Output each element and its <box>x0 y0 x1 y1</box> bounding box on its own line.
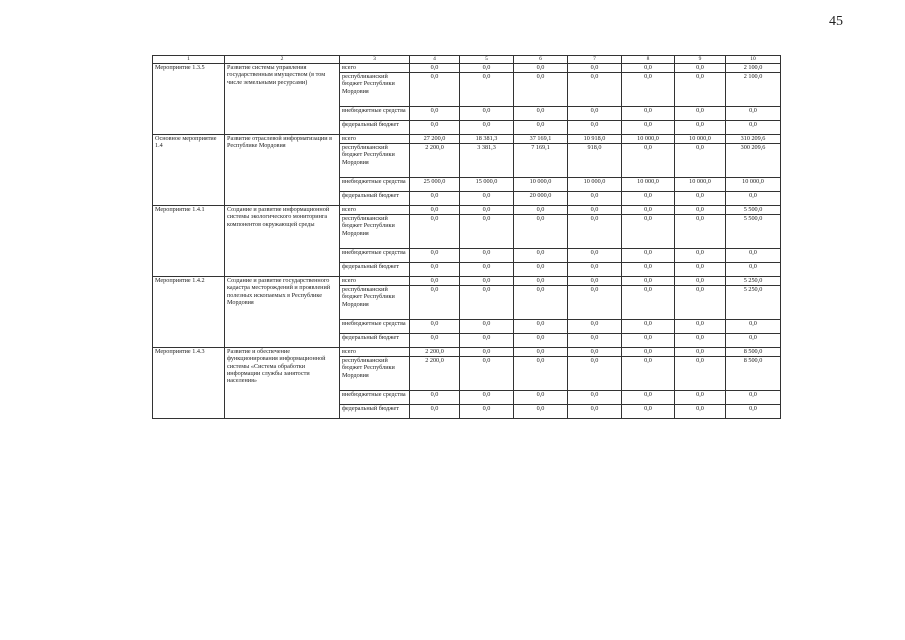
amount-cell: 0,0 <box>410 334 460 348</box>
funding-source: всего <box>340 277 410 286</box>
amount-cell: 7 169,1 <box>514 144 568 178</box>
amount-cell: 0,0 <box>622 144 675 178</box>
amount-cell: 0,0 <box>514 286 568 320</box>
amount-cell: 2 200,0 <box>410 348 460 357</box>
amount-cell: 0,0 <box>514 320 568 334</box>
amount-cell: 25 000,0 <box>410 178 460 192</box>
amount-cell: 0,0 <box>460 286 514 320</box>
amount-cell: 0,0 <box>514 263 568 277</box>
event-code: Мероприятие 1.3.5 <box>153 64 225 135</box>
amount-cell: 5 250,0 <box>726 277 781 286</box>
funding-source: республиканский бюджет Республики Мордовия <box>340 144 410 178</box>
amount-cell: 0,0 <box>568 357 622 391</box>
event-code: Мероприятие 1.4.2 <box>153 277 225 348</box>
amount-cell: 0,0 <box>675 263 726 277</box>
table-body <box>153 64 781 419</box>
amount-cell: 0,0 <box>568 249 622 263</box>
amount-cell: 0,0 <box>514 64 568 73</box>
amount-cell: 0,0 <box>622 206 675 215</box>
amount-cell: 20 000,0 <box>514 192 568 206</box>
amount-cell: 10 000,0 <box>622 135 675 144</box>
amount-cell: 15 000,0 <box>460 178 514 192</box>
amount-cell: 0,0 <box>410 192 460 206</box>
amount-cell: 0,0 <box>622 107 675 121</box>
header-cell: 4 <box>410 56 460 64</box>
amount-cell: 0,0 <box>460 64 514 73</box>
header-row <box>153 56 781 64</box>
amount-cell: 0,0 <box>514 249 568 263</box>
amount-cell: 0,0 <box>675 144 726 178</box>
amount-cell: 0,0 <box>568 107 622 121</box>
amount-cell: 0,0 <box>568 121 622 135</box>
amount-cell: 2 100,0 <box>726 73 781 107</box>
amount-cell: 10 918,0 <box>568 135 622 144</box>
amount-cell: 5 500,0 <box>726 206 781 215</box>
amount-cell: 0,0 <box>568 348 622 357</box>
amount-cell: 0,0 <box>460 192 514 206</box>
amount-cell: 2 200,0 <box>410 357 460 391</box>
amount-cell: 0,0 <box>460 206 514 215</box>
header-cell: 7 <box>568 56 622 64</box>
amount-cell: 0,0 <box>675 391 726 405</box>
amount-cell: 0,0 <box>460 357 514 391</box>
amount-cell: 310 209,6 <box>726 135 781 144</box>
amount-cell: 0,0 <box>514 277 568 286</box>
amount-cell: 0,0 <box>675 405 726 419</box>
amount-cell: 0,0 <box>460 320 514 334</box>
amount-cell: 0,0 <box>460 334 514 348</box>
amount-cell: 0,0 <box>622 249 675 263</box>
event-name: Развитие и обеспечение функционирования информационной системы «Система обработки информации службы занятости населения» <box>225 348 340 419</box>
amount-cell: 0,0 <box>726 391 781 405</box>
amount-cell: 0,0 <box>460 348 514 357</box>
amount-cell: 0,0 <box>622 73 675 107</box>
amount-cell: 0,0 <box>675 64 726 73</box>
funding-source: федеральный бюджет <box>340 121 410 135</box>
event-code: Мероприятие 1.4.1 <box>153 206 225 277</box>
amount-cell: 0,0 <box>410 215 460 249</box>
amount-cell: 0,0 <box>514 121 568 135</box>
amount-cell: 0,0 <box>675 206 726 215</box>
amount-cell: 0,0 <box>675 286 726 320</box>
amount-cell: 10 000,0 <box>568 178 622 192</box>
amount-cell: 0,0 <box>675 107 726 121</box>
table-row <box>153 206 781 215</box>
header-cell: 9 <box>675 56 726 64</box>
funding-source: внебюджетные средства <box>340 249 410 263</box>
amount-cell: 8 500,0 <box>726 348 781 357</box>
amount-cell: 2 100,0 <box>726 64 781 73</box>
amount-cell: 0,0 <box>514 348 568 357</box>
amount-cell: 0,0 <box>622 64 675 73</box>
amount-cell: 10 000,0 <box>675 135 726 144</box>
amount-cell: 0,0 <box>726 320 781 334</box>
funding-source: внебюджетные средства <box>340 178 410 192</box>
table-row <box>153 135 781 144</box>
amount-cell: 10 000,0 <box>514 178 568 192</box>
amount-cell: 0,0 <box>568 206 622 215</box>
header-cell: 6 <box>514 56 568 64</box>
funding-source: внебюджетные средства <box>340 391 410 405</box>
amount-cell: 0,0 <box>675 249 726 263</box>
amount-cell: 0,0 <box>622 320 675 334</box>
event-name: Развитие системы управления государственным имуществом (в том числе земельными ресурсами) <box>225 64 340 135</box>
amount-cell: 0,0 <box>514 334 568 348</box>
amount-cell: 0,0 <box>460 73 514 107</box>
amount-cell: 0,0 <box>514 206 568 215</box>
amount-cell: 0,0 <box>622 334 675 348</box>
amount-cell: 0,0 <box>410 320 460 334</box>
amount-cell: 0,0 <box>514 357 568 391</box>
amount-cell: 0,0 <box>514 391 568 405</box>
header-cell: 5 <box>460 56 514 64</box>
amount-cell: 0,0 <box>622 286 675 320</box>
amount-cell: 0,0 <box>675 348 726 357</box>
event-name: Развитие отраслевой информатизации в Республике Мордовия <box>225 135 340 206</box>
amount-cell: 0,0 <box>460 121 514 135</box>
amount-cell: 0,0 <box>410 249 460 263</box>
amount-cell: 0,0 <box>622 192 675 206</box>
amount-cell: 27 200,0 <box>410 135 460 144</box>
amount-cell: 0,0 <box>568 334 622 348</box>
funding-source: внебюджетные средства <box>340 107 410 121</box>
amount-cell: 10 000,0 <box>622 178 675 192</box>
funding-source: всего <box>340 348 410 357</box>
amount-cell: 0,0 <box>410 405 460 419</box>
funding-source: республиканский бюджет Республики Мордовия <box>340 215 410 249</box>
table-row <box>153 64 781 73</box>
amount-cell: 0,0 <box>568 277 622 286</box>
event-code: Основное мероприятие 1.4 <box>153 135 225 206</box>
funding-source: республиканский бюджет Республики Мордовия <box>340 357 410 391</box>
event-code: Мероприятие 1.4.3 <box>153 348 225 419</box>
amount-cell: 0,0 <box>410 64 460 73</box>
amount-cell: 0,0 <box>675 334 726 348</box>
amount-cell: 5 500,0 <box>726 215 781 249</box>
amount-cell: 0,0 <box>568 405 622 419</box>
amount-cell: 0,0 <box>514 405 568 419</box>
header-cell: 2 <box>225 56 340 64</box>
amount-cell: 10 000,0 <box>675 178 726 192</box>
amount-cell: 0,0 <box>568 73 622 107</box>
amount-cell: 0,0 <box>622 121 675 135</box>
amount-cell: 0,0 <box>675 215 726 249</box>
amount-cell: 0,0 <box>726 249 781 263</box>
amount-cell: 0,0 <box>568 263 622 277</box>
amount-cell: 0,0 <box>410 107 460 121</box>
funding-source: всего <box>340 206 410 215</box>
amount-cell: 0,0 <box>514 215 568 249</box>
table-row <box>153 277 781 286</box>
amount-cell: 0,0 <box>568 320 622 334</box>
amount-cell: 0,0 <box>410 121 460 135</box>
amount-cell: 5 250,0 <box>726 286 781 320</box>
funding-source: федеральный бюджет <box>340 263 410 277</box>
amount-cell: 3 381,3 <box>460 144 514 178</box>
amount-cell: 918,0 <box>568 144 622 178</box>
amount-cell: 10 000,0 <box>726 178 781 192</box>
amount-cell: 0,0 <box>726 121 781 135</box>
header-cell: 8 <box>622 56 675 64</box>
amount-cell: 0,0 <box>726 192 781 206</box>
funding-source: всего <box>340 135 410 144</box>
amount-cell: 0,0 <box>460 277 514 286</box>
event-name: Создание и развитие информационной системы экологического мониторинга компонентов окружающей среды <box>225 206 340 277</box>
amount-cell: 0,0 <box>622 263 675 277</box>
amount-cell: 0,0 <box>726 405 781 419</box>
header-cell: 1 <box>153 56 225 64</box>
header-cell: 10 <box>726 56 781 64</box>
amount-cell: 0,0 <box>675 357 726 391</box>
amount-cell: 0,0 <box>726 334 781 348</box>
amount-cell: 300 209,6 <box>726 144 781 178</box>
funding-source: республиканский бюджет Республики Мордовия <box>340 286 410 320</box>
amount-cell: 0,0 <box>675 320 726 334</box>
amount-cell: 0,0 <box>568 192 622 206</box>
amount-cell: 37 169,1 <box>514 135 568 144</box>
amount-cell: 0,0 <box>675 73 726 107</box>
amount-cell: 0,0 <box>460 405 514 419</box>
amount-cell: 0,0 <box>514 73 568 107</box>
amount-cell: 8 500,0 <box>726 357 781 391</box>
funding-source: федеральный бюджет <box>340 334 410 348</box>
amount-cell: 0,0 <box>622 405 675 419</box>
amount-cell: 2 200,0 <box>410 144 460 178</box>
event-name: Создание и развитие государственного кадастра месторождений и проявлений полезных ископаемых в Республике Мордовия <box>225 277 340 348</box>
amount-cell: 0,0 <box>675 121 726 135</box>
funding-source: федеральный бюджет <box>340 192 410 206</box>
amount-cell: 0,0 <box>410 73 460 107</box>
table-row <box>153 348 781 357</box>
amount-cell: 0,0 <box>568 391 622 405</box>
page-number: 45 <box>829 14 843 29</box>
amount-cell: 0,0 <box>622 391 675 405</box>
budget-table <box>152 55 781 419</box>
amount-cell: 0,0 <box>460 249 514 263</box>
amount-cell: 0,0 <box>622 348 675 357</box>
amount-cell: 0,0 <box>622 277 675 286</box>
funding-source: внебюджетные средства <box>340 320 410 334</box>
amount-cell: 0,0 <box>675 192 726 206</box>
amount-cell: 0,0 <box>410 286 460 320</box>
amount-cell: 0,0 <box>410 206 460 215</box>
amount-cell: 0,0 <box>460 107 514 121</box>
amount-cell: 0,0 <box>726 107 781 121</box>
amount-cell: 0,0 <box>726 263 781 277</box>
amount-cell: 0,0 <box>622 215 675 249</box>
amount-cell: 0,0 <box>410 263 460 277</box>
funding-source: республиканский бюджет Республики Мордовия <box>340 73 410 107</box>
amount-cell: 0,0 <box>460 263 514 277</box>
amount-cell: 0,0 <box>622 357 675 391</box>
amount-cell: 0,0 <box>514 107 568 121</box>
amount-cell: 0,0 <box>568 215 622 249</box>
header-cell: 3 <box>340 56 410 64</box>
amount-cell: 0,0 <box>410 391 460 405</box>
amount-cell: 0,0 <box>460 215 514 249</box>
funding-source: всего <box>340 64 410 73</box>
funding-source: федеральный бюджет <box>340 405 410 419</box>
amount-cell: 0,0 <box>568 64 622 73</box>
amount-cell: 0,0 <box>675 277 726 286</box>
amount-cell: 0,0 <box>568 286 622 320</box>
amount-cell: 18 381,3 <box>460 135 514 144</box>
amount-cell: 0,0 <box>460 391 514 405</box>
amount-cell: 0,0 <box>410 277 460 286</box>
